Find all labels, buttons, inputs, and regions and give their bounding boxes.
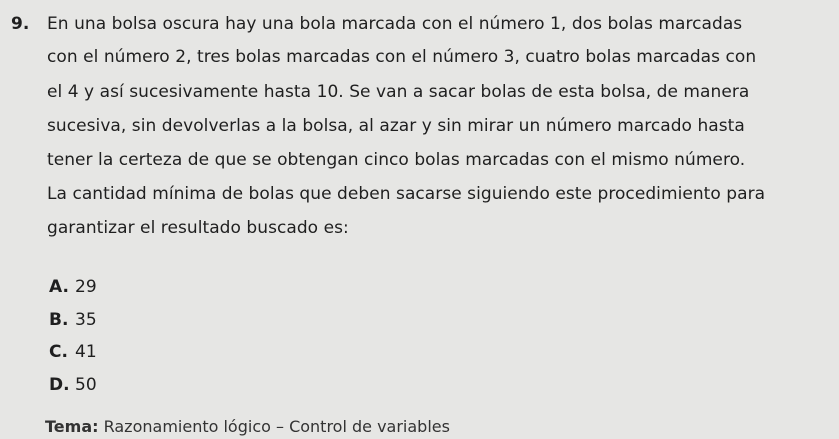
option-b[interactable] — [49, 310, 97, 330]
option-value: 50 — [75, 375, 97, 395]
topic-footer — [45, 417, 450, 436]
option-a[interactable] — [49, 277, 97, 297]
option-letter: B. — [49, 310, 69, 330]
option-value: 41 — [75, 342, 97, 362]
option-c[interactable] — [49, 342, 97, 362]
question-text-line-6: La cantidad mínima de bolas que deben sacarse siguiendo este procedimiento para — [47, 184, 766, 204]
question-text-line-5: tener la certeza de que se obtengan cinco bolas marcadas con el mismo número. — [47, 150, 746, 170]
option-letter: D. — [49, 375, 70, 395]
option-letter: A. — [49, 277, 69, 297]
topic-label: Tema: — [45, 417, 99, 436]
question-text-line-4: sucesiva, sin devolverlas a la bolsa, al azar y sin mirar un número marcado hasta — [47, 116, 745, 136]
question-text-line-1: En una bolsa oscura hay una bola marcada con el número 1, dos bolas marcadas — [47, 14, 743, 34]
option-value: 35 — [75, 310, 97, 330]
question-text-line-2: con el número 2, tres bolas marcadas con el número 3, cuatro bolas marcadas con — [47, 47, 757, 67]
question-text-line-7: garantizar el resultado buscado es: — [47, 218, 349, 238]
option-d[interactable] — [49, 375, 97, 395]
question-number: 9. — [11, 14, 30, 34]
option-value: 29 — [75, 277, 97, 297]
option-letter: C. — [49, 342, 68, 362]
topic-text: Razonamiento lógico – Control de variables — [103, 417, 450, 436]
question-text-line-3: el 4 y así sucesivamente hasta 10. Se van a sacar bolas de esta bolsa, de manera — [47, 82, 750, 102]
